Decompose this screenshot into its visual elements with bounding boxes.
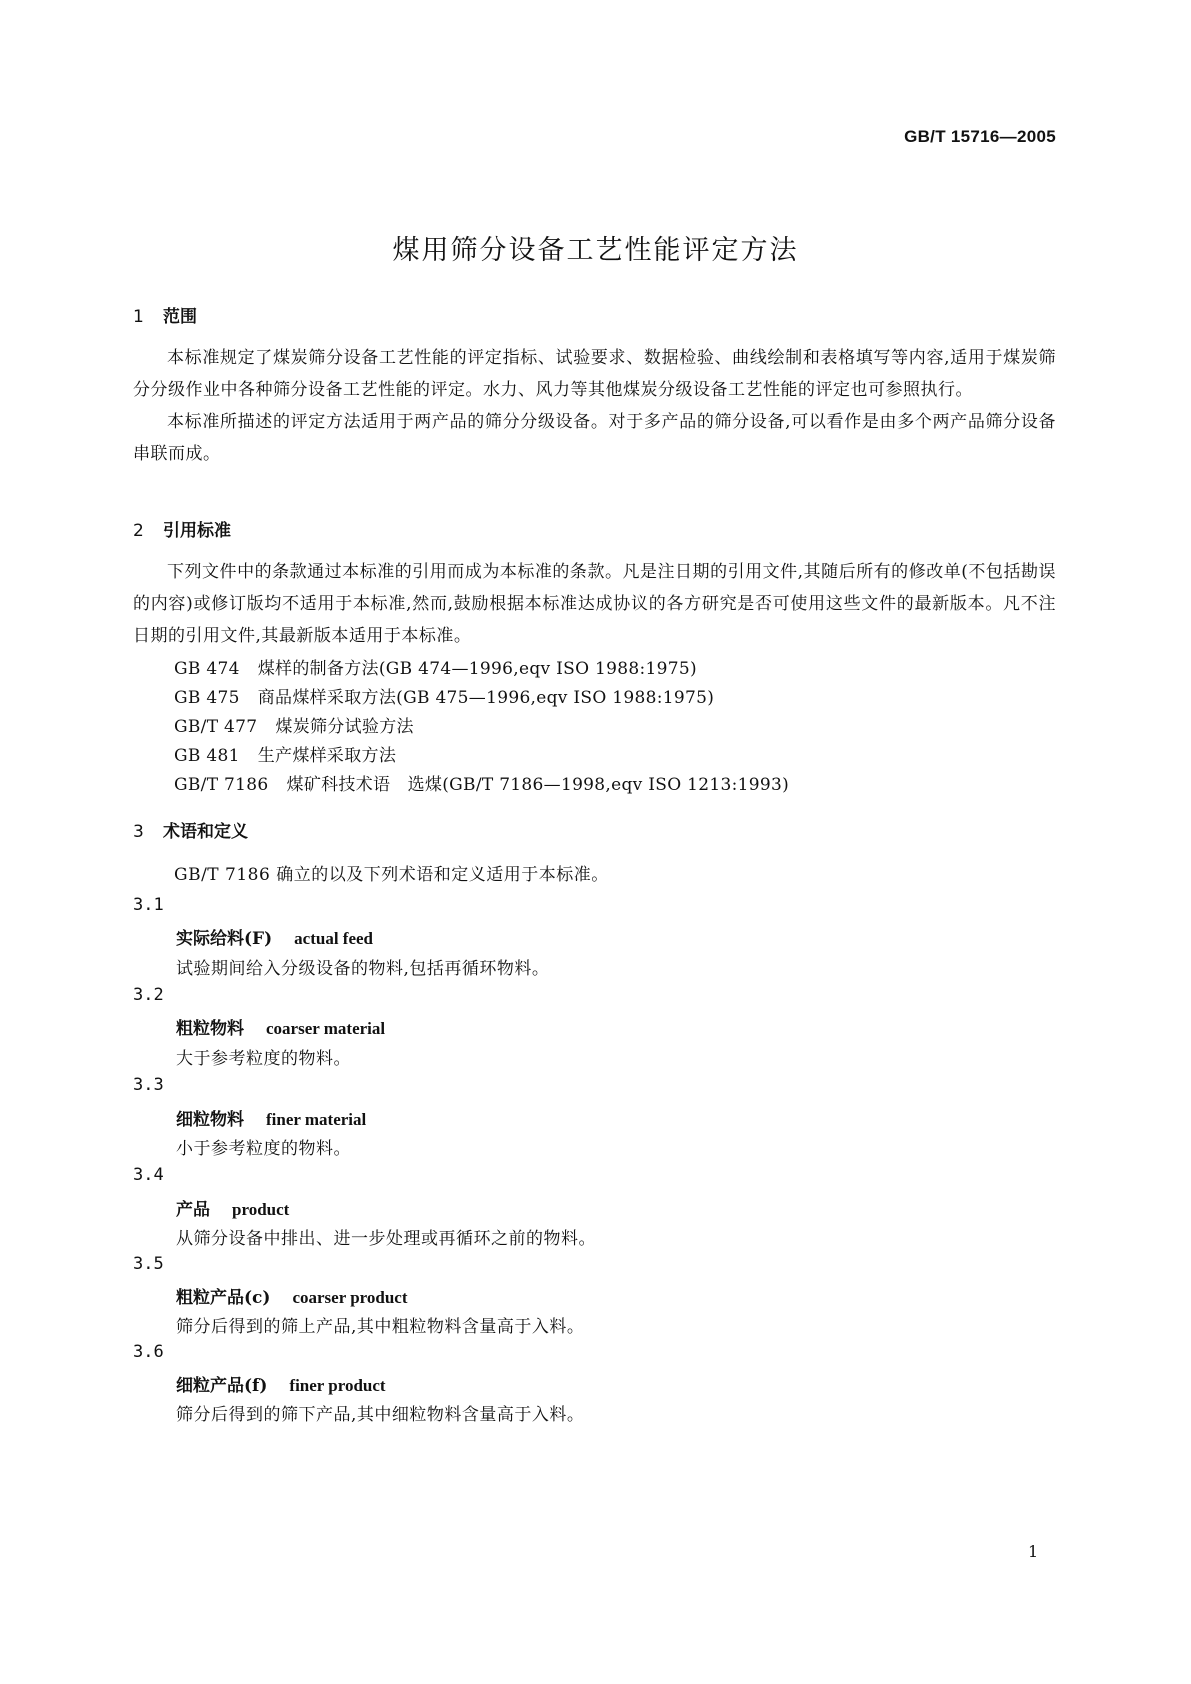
term-zh: 粗粒物料	[176, 1019, 244, 1039]
reference-title: 煤矿科技术语 选煤(GB/T 7186—1998,eqv ISO 1213:1993)	[286, 775, 790, 795]
reference-item	[174, 741, 396, 766]
term-en: finer product	[289, 1376, 386, 1395]
term-title	[176, 1195, 289, 1220]
standard-code: GB/T 15716—2005	[904, 127, 1056, 146]
section-number: 2	[133, 521, 144, 541]
term-zh: 细粒物料	[176, 1110, 244, 1130]
term-definition: 试验期间给入分级设备的物料,包括再循环物料。	[176, 959, 550, 979]
reference-title: 煤炭筛分试验方法	[275, 717, 414, 737]
term-definition: 从筛分设备中排出、进一步处理或再循环之前的物料。	[176, 1229, 596, 1249]
term-zh: 实际给料(F)	[176, 929, 273, 949]
term-title	[176, 1014, 385, 1039]
section-2-heading	[133, 516, 231, 541]
reference-title: 煤样的制备方法(GB 474—1996,eqv ISO 1988:1975)	[257, 659, 697, 679]
reference-code: GB 481	[174, 746, 240, 766]
section-1-heading	[133, 302, 197, 327]
section-number: 1	[133, 307, 144, 327]
section-title: 引用标准	[163, 521, 231, 541]
term-number: 3.6	[133, 1342, 164, 1362]
term-definition: 小于参考粒度的物料。	[176, 1139, 351, 1159]
section-title: 范围	[163, 307, 197, 327]
document-title: 煤用筛分设备工艺性能评定方法	[392, 235, 799, 266]
term-title	[176, 1371, 386, 1396]
term-en: coarser material	[266, 1019, 386, 1038]
term-title	[176, 1105, 366, 1130]
paragraph: 下列文件中的条款通过本标准的引用而成为本标准的条款。凡是注日期的引用文件,其随后所有的修改单(不包括勘误的内容)或修订版均不适用于本标准,然而,鼓励根据本标准达成协议的各方研究是否可使用这些文件的最新版本。凡不注日期的引用文件,其最新版本适用于本标准。	[133, 562, 1056, 646]
reference-title: 商品煤样采取方法(GB 475—1996,eqv ISO 1988:1975)	[257, 688, 715, 708]
section-number: 3	[133, 822, 144, 842]
paragraph: 本标准所描述的评定方法适用于两产品的筛分分级设备。对于多产品的筛分设备,可以看作是由多个两产品筛分设备串联而成。	[133, 412, 1056, 464]
section-3-heading	[133, 817, 248, 842]
term-number: 3.4	[133, 1165, 164, 1185]
term-definition: 筛分后得到的筛下产品,其中细粒物料含量高于入料。	[176, 1405, 585, 1425]
term-zh: 粗粒产品(c)	[176, 1288, 271, 1308]
reference-code: GB/T 7186	[174, 775, 269, 795]
term-definition: 筛分后得到的筛上产品,其中粗粒物料含量高于入料。	[176, 1317, 585, 1337]
reference-code: GB/T 477	[174, 717, 258, 737]
paragraph: 本标准规定了煤炭筛分设备工艺性能的评定指标、试验要求、数据检验、曲线绘制和表格填写等内容,适用于煤炭筛分分级作业中各种筛分设备工艺性能的评定。水力、风力等其他煤炭分级设备工艺性能的评定也可参照执行。	[133, 348, 1056, 400]
term-number: 3.2	[133, 985, 164, 1005]
section-3-intro: GB/T 7186 确立的以及下列术语和定义适用于本标准。	[174, 865, 609, 885]
term-title	[176, 1283, 408, 1308]
term-number: 3.1	[133, 895, 164, 915]
term-zh: 细粒产品(f)	[176, 1376, 268, 1396]
reference-code: GB 474	[174, 659, 240, 679]
term-en: finer material	[266, 1110, 367, 1129]
section-title: 术语和定义	[163, 822, 248, 842]
reference-item	[174, 712, 414, 737]
term-number: 3.3	[133, 1075, 164, 1095]
term-definition: 大于参考粒度的物料。	[176, 1049, 351, 1069]
term-number: 3.5	[133, 1254, 164, 1274]
term-zh: 产品	[176, 1200, 210, 1220]
reference-item	[174, 654, 697, 679]
reference-code: GB 475	[174, 688, 240, 708]
term-en: coarser product	[292, 1288, 408, 1307]
page-number: 1	[1028, 1542, 1039, 1561]
term-title	[176, 924, 373, 949]
reference-item	[174, 683, 714, 708]
section-1-body	[133, 342, 1056, 470]
term-en: actual feed	[294, 929, 373, 948]
reference-title: 生产煤样采取方法	[257, 746, 397, 766]
reference-item	[174, 770, 789, 795]
term-en: product	[232, 1200, 290, 1219]
section-2-intro	[133, 556, 1056, 652]
